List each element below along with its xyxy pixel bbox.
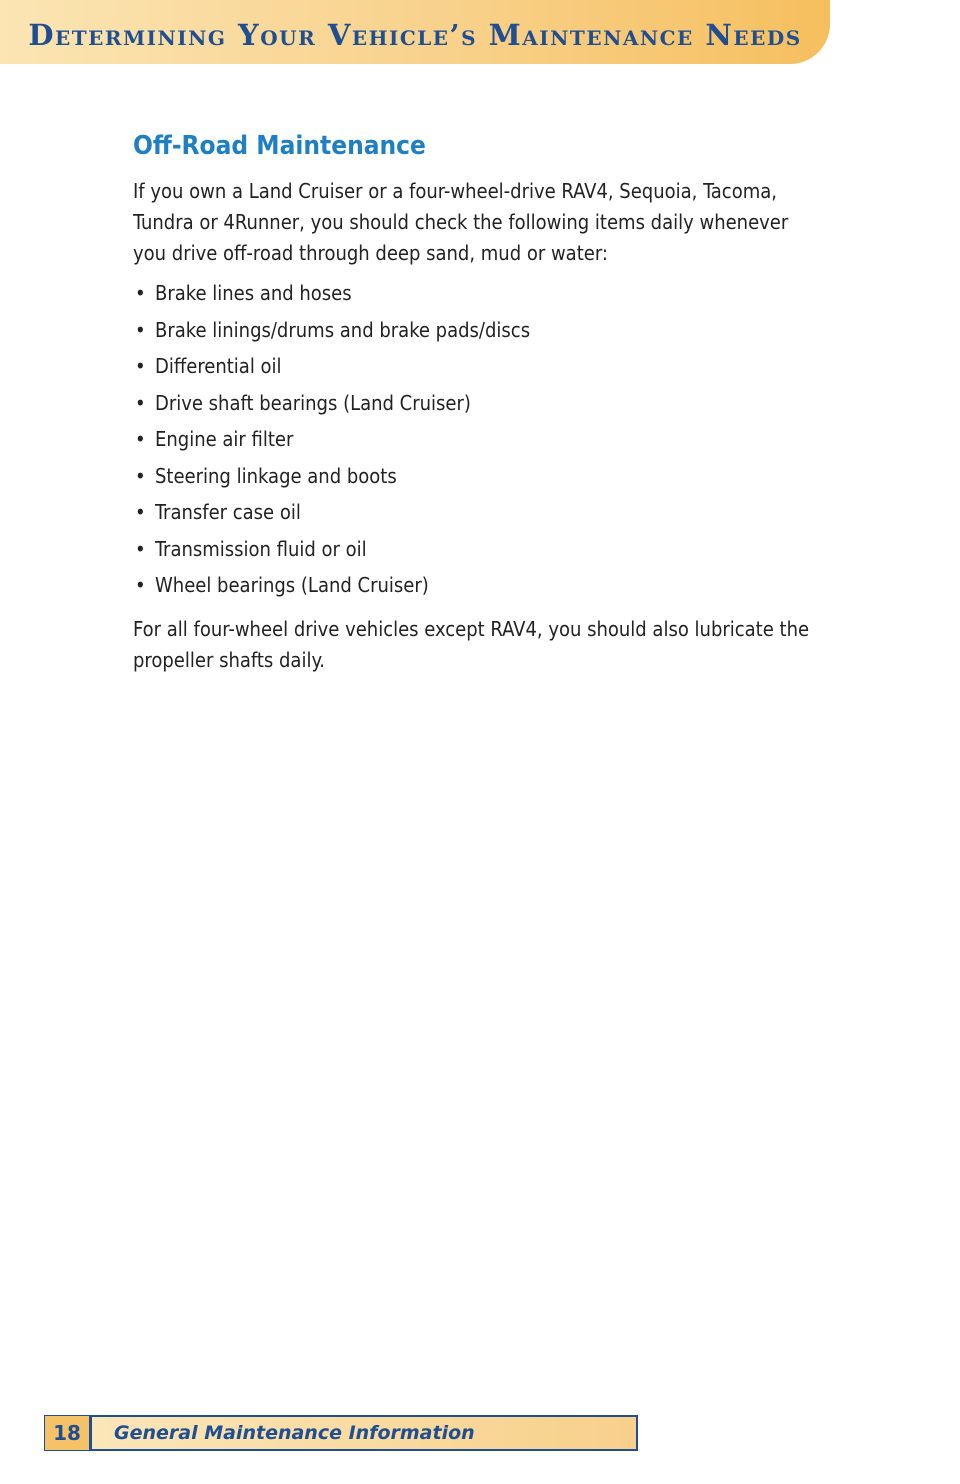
list-item-text: Brake lines and hoses (155, 281, 352, 305)
bullet-icon: • (135, 463, 146, 488)
list-item (133, 567, 823, 604)
bullet-icon: • (135, 317, 146, 342)
bullet-icon: • (135, 536, 146, 561)
bullet-icon: • (135, 281, 146, 305)
list-item-text: Transfer case oil (155, 500, 301, 524)
bullet-icon: • (135, 573, 146, 597)
checklist (133, 275, 823, 604)
page-number: 18 (44, 1415, 90, 1451)
list-item (133, 385, 823, 422)
bullet-icon: • (135, 390, 146, 415)
list-item-text: Transmission fluid or oil (155, 536, 367, 561)
list-item-text: Brake linings/drums and brake pads/discs (155, 317, 531, 342)
list-item (133, 348, 823, 385)
intro-paragraph: If you own a Land Cruiser or a four-wheel-drive RAV4, Sequoia, Tacoma, Tundra or 4Runner, you should check the following items daily whenever you drive off-road through deep sand, mud or water: (133, 179, 789, 265)
section-title: Off-Road Maintenance (133, 131, 426, 161)
list-item (133, 312, 823, 349)
list-item (133, 421, 823, 458)
list-item (133, 531, 823, 568)
list-item-text: Differential oil (155, 354, 282, 378)
list-item (133, 458, 823, 495)
closing-paragraph: For all four-wheel drive vehicles except RAV4, you should also lubricate the propeller shafts daily. (133, 616, 810, 672)
bullet-icon: • (135, 427, 146, 451)
list-item (133, 275, 823, 312)
main-content (133, 128, 823, 676)
list-item-text: Engine air filter (155, 427, 294, 451)
list-item-text: Wheel bearings (Land Cruiser) (155, 573, 429, 597)
list-item-text: Steering linkage and boots (155, 463, 397, 488)
footer-bar (90, 1415, 638, 1451)
page-header-title: Determining Your Vehicle’s Maintenance Needs (28, 18, 802, 52)
bullet-icon: • (135, 500, 146, 524)
list-item-text: Drive shaft bearings (Land Cruiser) (155, 390, 471, 415)
page-footer (44, 1415, 638, 1451)
footer-section-label: General Maintenance Information (114, 1422, 475, 1444)
list-item (133, 494, 823, 531)
bullet-icon: • (135, 354, 146, 378)
